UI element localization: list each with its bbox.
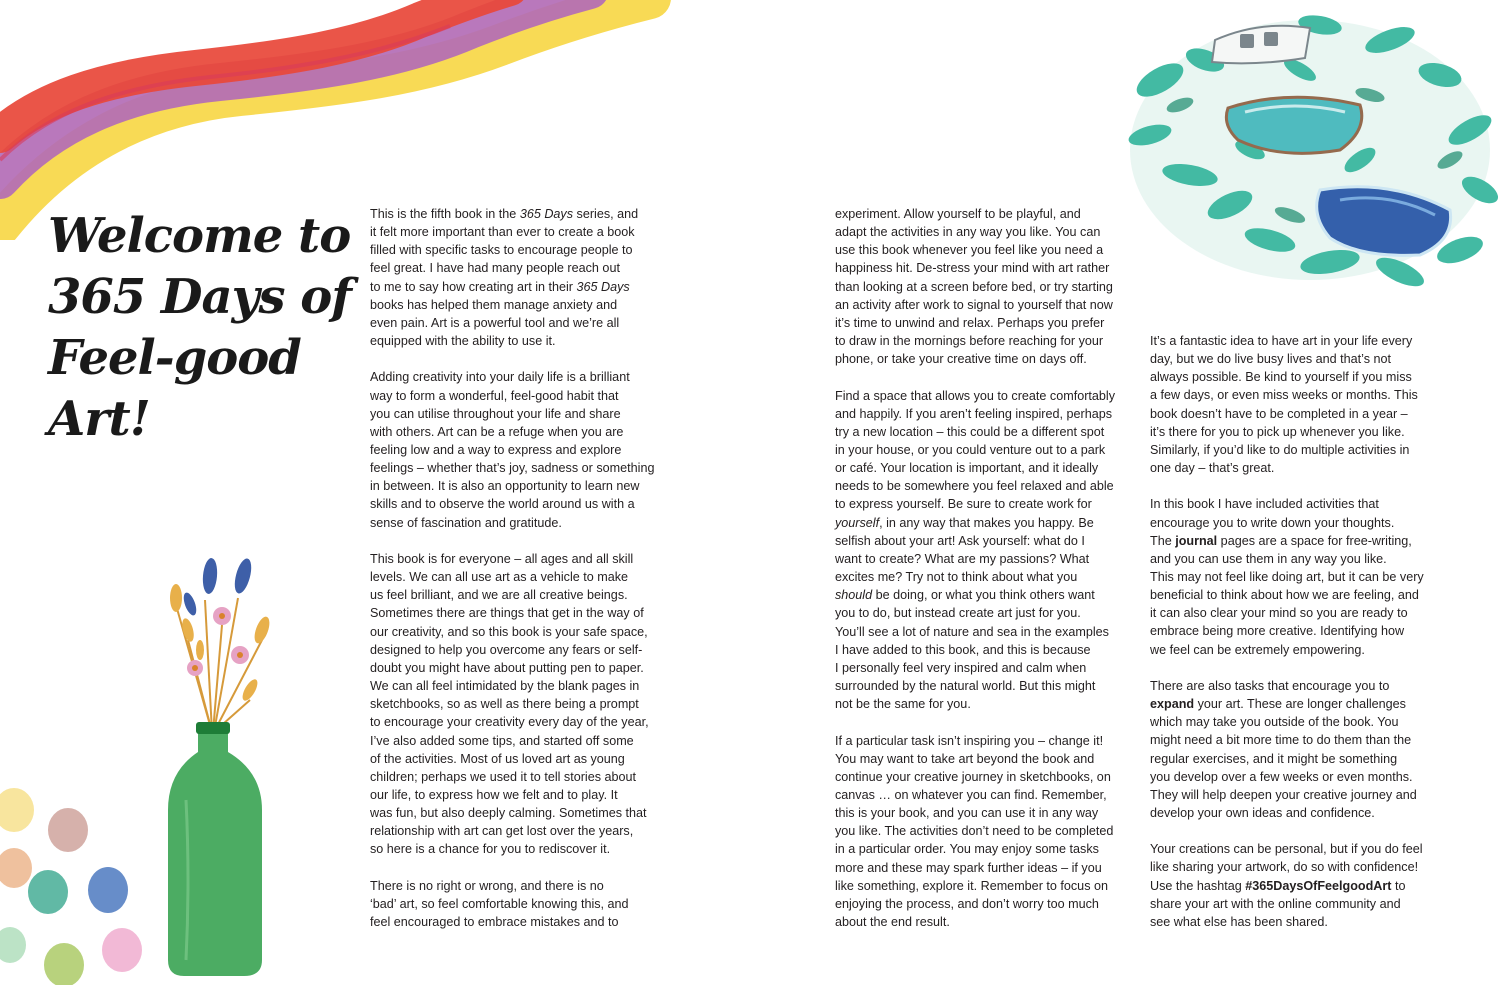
paragraph — [835, 387, 1135, 714]
text-line: might need a bit more time to do them than the — [1150, 733, 1412, 748]
text-line: enjoying the process, and don’t worry too much — [835, 896, 1099, 911]
text-line: skills and to observe the world around us with a — [370, 497, 635, 512]
text-line: develop your own ideas and confidence. — [1150, 806, 1375, 821]
text-line: sketchbooks, so as well as there being a prompt — [370, 697, 639, 712]
text-line: Sometimes there are things that get in the way of — [370, 606, 644, 621]
text-line: experiment. Allow yourself to be playful, and — [835, 207, 1081, 221]
text-line: one day – that’s great. — [1150, 461, 1275, 476]
text-line: see what else has been shared. — [1150, 914, 1328, 929]
text-line: The journal pages are a space for free-writing, — [1150, 533, 1412, 548]
paragraph — [1150, 840, 1450, 931]
text-line: children; perhaps we used it to tell stories about — [370, 769, 637, 784]
text-line: it can also clear your mind so you are ready to — [1150, 606, 1408, 621]
paragraph — [370, 877, 670, 931]
text-line: of the activities. Most of us loved art as young — [370, 751, 625, 766]
text-line: Similarly, if you’d like to do multiple activities in — [1150, 442, 1410, 457]
text-line: filled with specific tasks to encourage people to — [370, 243, 633, 258]
paragraph — [1150, 332, 1450, 477]
text-line: you can utilise throughout your life and share — [370, 406, 621, 421]
text-line: our life, to express how we felt and to play. It — [370, 787, 618, 802]
text-column-1 — [370, 205, 670, 931]
text-line: try a new location – this could be a different spot — [835, 424, 1105, 439]
text-line: which may take you outside of the book. You — [1150, 715, 1399, 730]
text-line: I personally feel very inspired and calm when — [835, 660, 1087, 675]
text-line: should be doing, or what you think others want — [835, 588, 1095, 603]
text-line: relationship with art can get lost over the years, — [370, 824, 634, 839]
text-line: book doesn’t have to be completed in a year – — [1150, 406, 1408, 421]
text-line: way to form a wonderful, feel-good habit that — [370, 388, 619, 403]
text-line: If a particular task isn’t inspiring you – change it! — [835, 733, 1104, 748]
paragraph — [835, 732, 1135, 932]
text-line: encourage you to write down your thoughts. — [1150, 515, 1395, 530]
text-line: expand your art. These are longer challenges — [1150, 697, 1406, 712]
text-line: adapt the activities in any way you like. You can — [835, 225, 1101, 240]
text-line: excites me? Try not to think about what you — [835, 570, 1078, 585]
text-line: day, but we do live busy lives and that’s not — [1150, 352, 1392, 367]
text-column-2 — [835, 205, 1135, 931]
title-line: 365 Days of — [48, 269, 351, 325]
text-line: feel encouraged to embrace mistakes and to — [370, 915, 619, 930]
text-line: want to create? What are my passions? What — [835, 551, 1090, 566]
text-line: doubt you might have about putting pen to paper. — [370, 660, 644, 675]
text-line: Find a space that allows you to create comfortably — [835, 388, 1116, 403]
text-line: to express yourself. Be sure to create work for — [835, 497, 1092, 512]
text-line: surrounded by the natural world. But this might — [835, 679, 1096, 694]
text-line: in between. It is also an opportunity to learn new — [370, 479, 640, 494]
text-line: levels. We can all use art as a vehicle to make — [370, 570, 629, 585]
text-line: feelings – whether that’s joy, sadness or something — [370, 461, 655, 476]
paragraph — [370, 205, 670, 350]
text-line: Use the hashtag #365DaysOfFeelgoodArt to — [1150, 878, 1406, 893]
text-line: In this book I have included activities that — [1150, 497, 1379, 512]
text-line: in a particular order. You may enjoy some tasks — [835, 842, 1099, 857]
text-line: always possible. Be kind to yourself if you miss — [1150, 370, 1412, 385]
title-line: Feel-good — [48, 330, 301, 386]
text-line: we feel can be extremely empowering. — [1150, 642, 1365, 657]
flowers-in-bottle-illustration — [0, 0, 360, 985]
text-line: our creativity, and so this book is your safe space, — [370, 624, 648, 639]
text-line: to encourage your creativity every day of the year, — [370, 715, 649, 730]
text-line: it’s there for you to pick up whenever you like. — [1150, 424, 1405, 439]
text-line: to me to say how creating art in their 365 Days — [370, 279, 630, 294]
text-line: They will help deepen your creative journey and — [1150, 787, 1417, 802]
text-line: happiness hit. De-stress your mind with art rather — [835, 261, 1110, 276]
text-line: sense of fascination and gratitude. — [370, 515, 562, 530]
title-line: Art! — [48, 391, 150, 447]
text-line: so here is a chance for you to rediscover it. — [370, 842, 611, 857]
text-line: I have added to this book, and this is because — [835, 642, 1091, 657]
hashtag: #365DaysOfFeelgoodArt — [1245, 878, 1392, 893]
text-line: You’ll see a lot of nature and sea in the examples — [835, 624, 1109, 639]
text-line: like sharing your artwork, do so with confidence! — [1150, 860, 1419, 875]
text-line: like something, explore it. Remember to focus on — [835, 878, 1108, 893]
text-line: not be the same for you. — [835, 697, 971, 712]
text-line: about the end result. — [835, 915, 950, 930]
title-line: Welcome to — [48, 208, 351, 264]
text-line: us feel brilliant, and we are all creative beings. — [370, 588, 628, 603]
text-line: you to do, but instead create art just for you. — [835, 606, 1081, 621]
text-line: to draw in the mornings before reaching for your — [835, 334, 1104, 349]
text-line: ‘bad’ art, so feel comfortable knowing this, and — [370, 896, 629, 911]
text-line: it felt more important than ever to create a book — [370, 225, 635, 240]
text-line: was fun, but also deeply calming. Sometimes that — [370, 806, 647, 821]
text-line: This book is for everyone – all ages and all skill — [370, 551, 634, 566]
text-line: you develop over a few weeks or even months. — [1150, 769, 1413, 784]
paragraph — [370, 550, 670, 859]
text-line: share your art with the online community and — [1150, 896, 1401, 911]
text-line: a few days, or even miss weeks or months. This — [1150, 388, 1418, 403]
text-line: This may not feel like doing art, but it can be very — [1150, 570, 1424, 585]
text-line: I’ve also added some tips, and started off some — [370, 733, 634, 748]
page-title — [48, 206, 351, 450]
text-line: with others. Art can be a refuge when you are — [370, 424, 624, 439]
text-line: beneficial to think about how we are feeling, and — [1150, 588, 1419, 603]
text-line: canvas … on whatever you can find. Remember, — [835, 787, 1107, 802]
text-line: even pain. Art is a powerful tool and we’re all — [370, 315, 620, 330]
text-line: designed to help you overcome any fears or self- — [370, 642, 643, 657]
paragraph — [835, 205, 1135, 368]
text-line: It’s a fantastic idea to have art in your life every — [1150, 334, 1413, 348]
text-line: phone, or take your creative time on days off. — [835, 352, 1087, 367]
text-line: Your creations can be personal, but if you do feel — [1150, 842, 1423, 857]
text-line: this is your book, and you can use it in any way — [835, 806, 1099, 821]
text-line: needs to be somewhere you feel relaxed and able — [835, 479, 1114, 494]
text-line: and happily. If you aren’t feeling inspired, perhaps — [835, 406, 1113, 421]
text-line: or café. Your location is important, and it ideally — [835, 461, 1099, 476]
text-line: Adding creativity into your daily life is a brilliant — [370, 370, 630, 385]
text-line: selfish about your art! Ask yourself: what do I — [835, 533, 1085, 548]
text-line: continue your creative journey in sketchbooks, on — [835, 769, 1111, 784]
text-line: and you can use them in any way you like. — [1150, 551, 1387, 566]
text-line: feel great. I have had many people reach out — [370, 261, 620, 276]
text-line: it’s time to unwind and relax. Perhaps you prefer — [835, 315, 1105, 330]
paragraph — [1150, 677, 1450, 822]
text-line: There are also tasks that encourage you to — [1150, 678, 1390, 693]
text-line: than looking at a screen before bed, or try starting — [835, 279, 1113, 294]
text-line: embrace being more creative. Identifying how — [1150, 624, 1405, 639]
text-line: equipped with the ability to use it. — [370, 334, 556, 349]
text-line: You may want to take art beyond the book and — [835, 751, 1095, 766]
text-column-3 — [1150, 332, 1450, 931]
text-line: you like. The activities don’t need to be completed — [835, 824, 1114, 839]
paragraph — [370, 368, 670, 531]
text-line: use this book whenever you feel like you need a — [835, 243, 1104, 258]
text-line: There is no right or wrong, and there is no — [370, 878, 604, 893]
text-line: This is the fifth book in the 365 Days series, and — [370, 207, 639, 221]
text-line: regular exercises, and it might be something — [1150, 751, 1398, 766]
text-line: more and these may spark further ideas – if you — [835, 860, 1102, 875]
text-line: yourself, in any way that makes you happy. Be — [835, 515, 1094, 530]
text-line: in your house, or you could venture out to a park — [835, 443, 1106, 458]
text-line: an activity after work to signal to yourself that now — [835, 297, 1113, 312]
text-line: books has helped them manage anxiety and — [370, 297, 618, 312]
text-line: feeling low and a way to express and explore — [370, 443, 622, 458]
text-line: We can all feel intimidated by the blank pages in — [370, 679, 640, 694]
paragraph — [1150, 495, 1450, 658]
